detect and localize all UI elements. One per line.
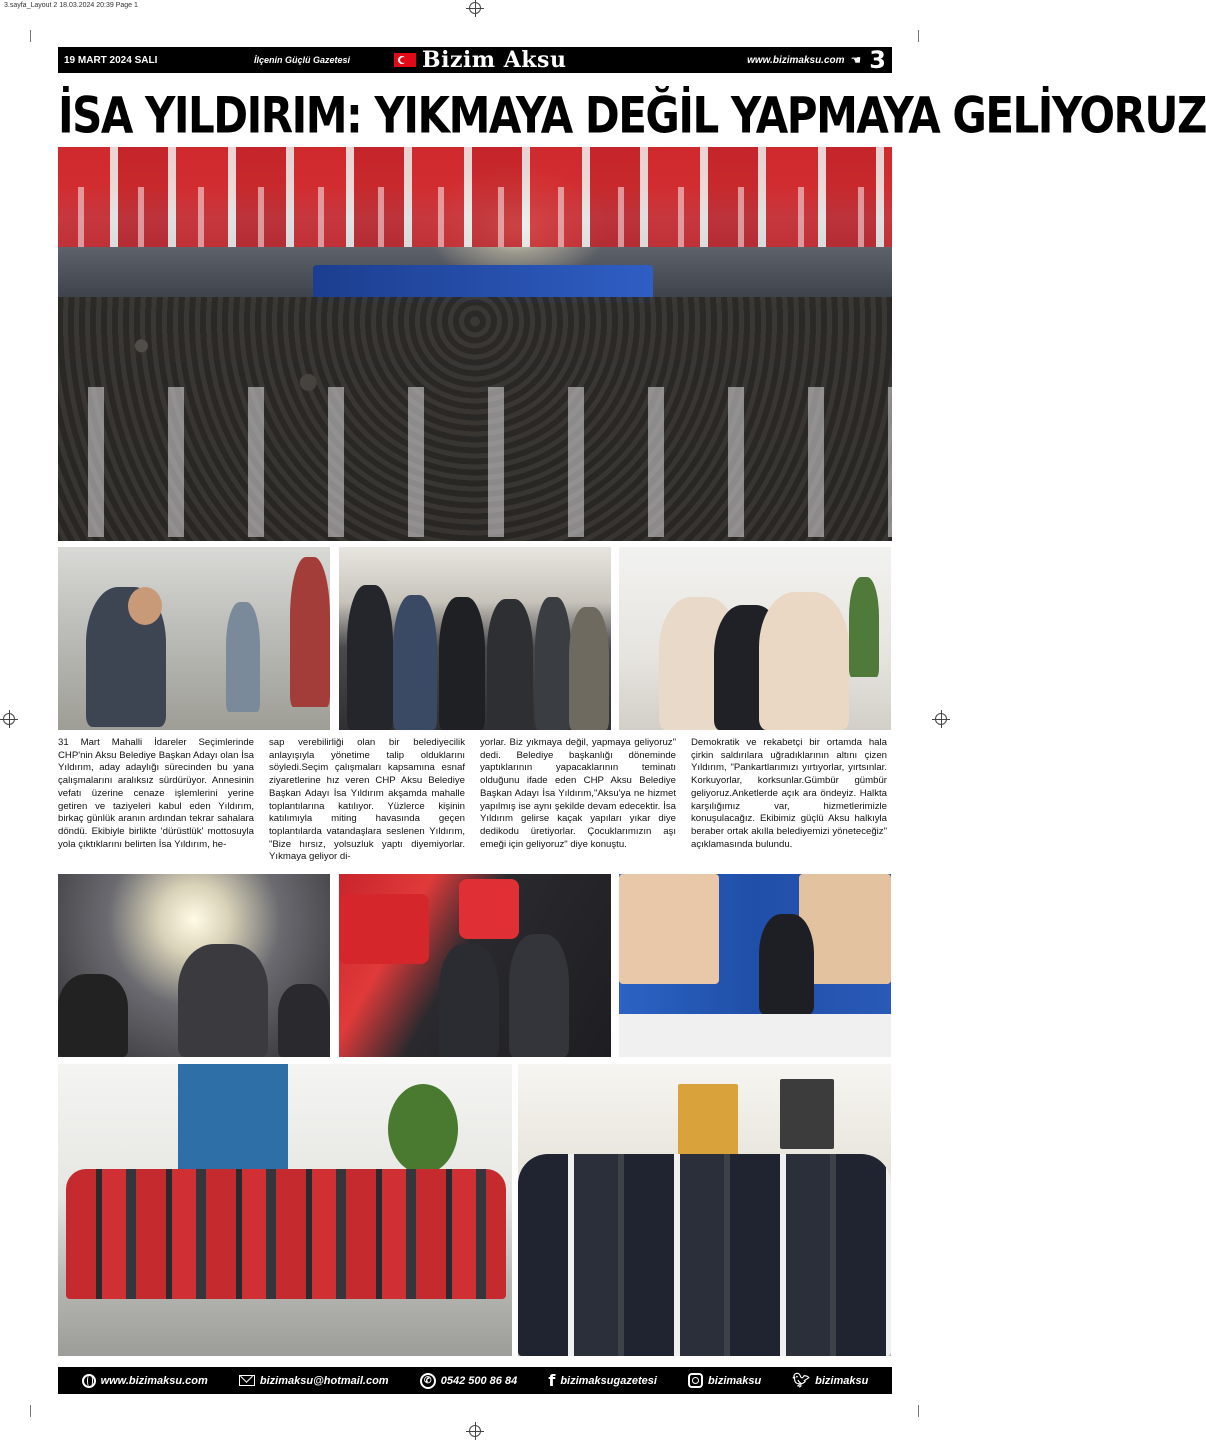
registration-mark-left — [3, 713, 15, 725]
article-text: 31 Mart Mahalli İdareler Seçimlerinde CHP'nin Aksu Belediye Başkan Adayı olan İsa Yıldırım, aday adaylığı sürecinden bu yana çalışmalarını aralıksız sürdürüyor. Annesinin vefatı üzerine cenaze işlemlerini yerine getiren ve taziyeleri kabul eden Yıldırım, birkaç günlük aranın ardından tekrar sahalara döndü. Ekibiyle birlikte 'dürüstlük' mottosuyla yola çıktıklarını belirten İsa Yıldırım, he- — [58, 737, 254, 850]
portrait-frame — [780, 1079, 834, 1149]
newspaper-name: Bizim Aksu — [422, 47, 567, 73]
plant — [849, 577, 879, 677]
fireworks-celebration-photo — [58, 874, 330, 1057]
person-figure — [535, 597, 571, 730]
child-figure — [759, 592, 849, 730]
footer-twitter[interactable] — [792, 1373, 868, 1389]
footer-website[interactable] — [82, 1374, 208, 1388]
candidate-poster — [619, 874, 719, 984]
person-figure — [347, 585, 393, 730]
person-figure — [439, 944, 499, 1057]
head-table — [619, 1014, 891, 1057]
twitter-icon: 🐦︎ — [792, 1372, 811, 1389]
crowd-figure — [278, 984, 330, 1057]
child-figure — [226, 602, 260, 712]
facebook-icon: f — [548, 1371, 556, 1390]
article-column-3 — [480, 737, 676, 851]
turkish-flag-icon — [394, 53, 416, 67]
group-of-men — [518, 1154, 891, 1356]
registration-mark-top — [469, 2, 481, 14]
website-text: www.bizimaksu.com — [100, 1374, 208, 1387]
instagram-icon — [688, 1373, 703, 1388]
article-text: yorlar. Biz yıkmaya değil, yapmaya geliyoruz" dedi. Belediye başkanlığı döneminde yaptıklarının yapacaklarının teminatı olduğunu ifade eden CHP Aksu Belediye Başkan Adayı İsa Yıldırım,"Aksu'ya ne hizmet yapılmış ise aynı şekilde devam edecektir. İsa Yıldırım gelirse kaçak yapıları yıkar diye dedikodu üretiyorlar. Çocuklarımızın aşı emeği için geliyoruz" diye konuştu. — [480, 737, 676, 850]
footer-instagram[interactable] — [688, 1373, 761, 1388]
tagline: İlçenin Güçlü Gazetesi — [254, 55, 351, 65]
footer-email[interactable] — [239, 1375, 389, 1387]
party-flag — [459, 879, 519, 939]
email-text: bizimaksu@hotmail.com — [259, 1374, 389, 1387]
person-figure — [439, 597, 485, 730]
pointing-hand-icon: ☚ — [850, 53, 862, 67]
contact-footer — [58, 1367, 892, 1394]
crop-mark — [30, 30, 31, 42]
phone-text: 0542 500 86 84 — [440, 1374, 518, 1387]
flag-waving-crowd-photo — [339, 874, 611, 1057]
masthead — [58, 47, 892, 73]
headline: İSA YILDIRIM: YIKMAYA DEĞİL YAPMAYA GELİYORUZ — [58, 86, 1206, 145]
print-slug: 3.sayfa_Layout 2 18.03.2024 20:39 Page 1 — [4, 2, 138, 9]
article-column-1 — [58, 737, 254, 851]
tree — [388, 1084, 458, 1174]
rally-crowd-photo — [58, 147, 892, 541]
bystander-figure — [290, 557, 330, 707]
person-figure — [487, 599, 533, 730]
bunting-highlight — [58, 187, 892, 247]
registration-mark-right — [935, 713, 947, 725]
article-column-2 — [269, 737, 465, 864]
footer-phone[interactable] — [420, 1373, 517, 1389]
instagram-text: bizimaksu — [708, 1374, 762, 1387]
twitter-text: bizimaksu — [815, 1374, 869, 1387]
building-window — [178, 1064, 288, 1174]
crop-mark — [918, 30, 919, 42]
group-photo-market — [339, 547, 611, 730]
page-number: 3 — [869, 46, 886, 74]
plastic-chairs — [58, 387, 892, 537]
article-text: Demokratik ve rekabetçi bir ortamda hala çirkin saldırılara uğradıklarının altını çizen Yıldırım, "Pankartlarımızı yırtıyorlar, yırtsınlar. Korkuyorlar, korksunlar.Gümbür gümbür geliyoruz.Anketlerde açık ara öndeyiz. Halkta karşılığımız var, hizmetlerimizle konuşulacağız. Ekibimiz güçlü Aksu halkıyla beraber ortak akılla belediyemizi yöneteceğiz" açıklamasında bulundu. — [691, 737, 887, 850]
article-column-4 — [691, 737, 887, 851]
globe-icon — [82, 1374, 96, 1388]
speaker-figure — [759, 914, 814, 1014]
party-flag — [339, 894, 429, 964]
issue-date: 19 MART 2024 SALI — [64, 54, 158, 66]
candidate-crouching-photo — [58, 547, 330, 730]
crop-mark — [918, 1405, 919, 1417]
envelope-icon — [239, 1375, 255, 1386]
person-figure — [393, 595, 437, 730]
group-photo-red-vests — [58, 1064, 512, 1356]
group-of-people — [66, 1169, 506, 1299]
crop-mark — [30, 1405, 31, 1417]
facebook-text: bizimaksugazetesi — [560, 1374, 657, 1387]
person-figure — [509, 934, 569, 1057]
group-photo-office — [518, 1064, 891, 1356]
candidate-figure — [178, 944, 268, 1057]
candidate-with-children-photo — [619, 547, 891, 730]
article-text: sap verebilirliği olan bir belediyecilik anlayışıyla yönetime talip olduklarını söyledi.Seçim çalışmaları kapsamına esnaf ziyaretlerine hız veren CHP Aksu Belediye Başkan Adayı İsa Yıldırım akşamda mahalle toplantılarına katılıyor. Yüzlerce kişinin katılımıyla miting havasında geçen toplantılarda vatandaşlara seslenen Yıldırım, "Bize hırsız, yolsuzluk yaptı diyemiyorlar. Yıkmaya geliyor di- — [269, 737, 465, 863]
newspaper-logo — [394, 47, 604, 73]
registration-mark-bottom — [469, 1425, 481, 1437]
person-figure — [569, 607, 609, 730]
masthead-url[interactable]: www.bizimaksu.com — [747, 54, 845, 66]
phone-icon: ✆ — [420, 1373, 436, 1389]
footer-facebook[interactable] — [548, 1371, 657, 1390]
candidate-head — [128, 587, 162, 625]
crowd-figure — [58, 974, 128, 1057]
stage-speech-photo — [619, 874, 891, 1057]
